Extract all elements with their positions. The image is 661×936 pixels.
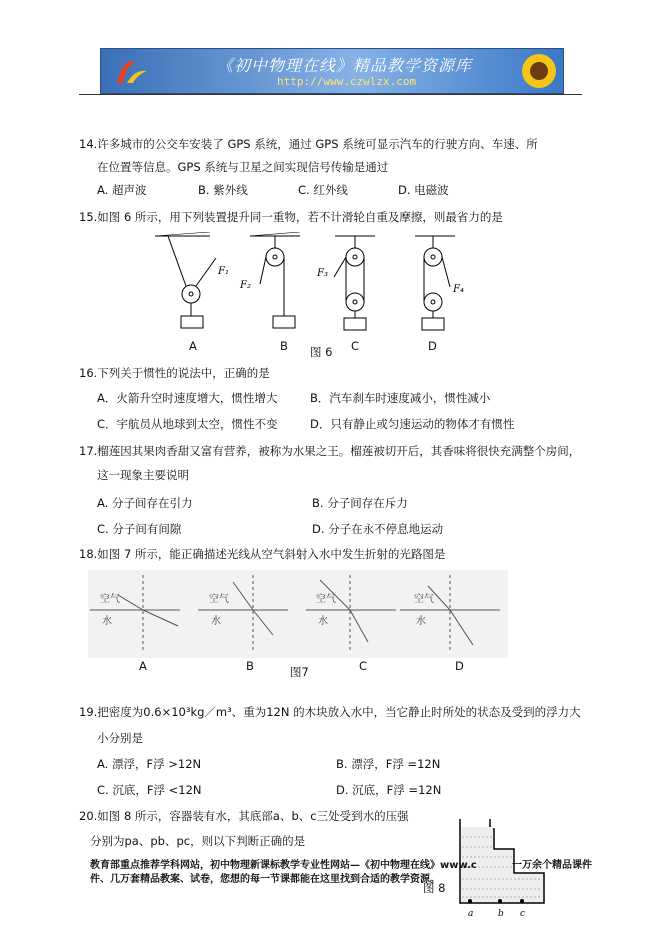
q19-stem-line2: 小分别是 xyxy=(97,731,143,745)
fig6-label-b: B xyxy=(280,339,288,353)
fig7a-air-label: 空气 xyxy=(100,594,120,605)
fig7-caption: 图7 xyxy=(290,665,309,679)
q20-stem-line1: 20.如图 8 所示，容器装有水，其底部a、b、c三处受到水的压强 xyxy=(79,809,409,823)
fig6-label-d: D xyxy=(428,339,437,353)
q14-option-c: C. 红外线 xyxy=(298,183,348,197)
q17-stem-line1: 17.榴莲因其果肉香甜又富有营养，被称为水果之王。榴莲被切开后，其香味将很快充满整个房间， xyxy=(79,444,581,458)
q19-option-a: A. 漂浮，F浮 >12N xyxy=(97,757,202,771)
q14-option-d: D. 电磁波 xyxy=(398,183,449,197)
logo-icon xyxy=(113,55,149,87)
fig7c-air-label: 空气 xyxy=(316,594,336,605)
footer-line1-right: 一万余个精品课件 xyxy=(512,860,592,871)
fig7c-water-label: 水 xyxy=(318,616,328,627)
figure-7-refraction xyxy=(88,570,508,658)
q16-stem: 16.下列关于惯性的说法中，正确的是 xyxy=(79,366,270,380)
fig7d-air-label: 空气 xyxy=(414,594,434,605)
header-url[interactable]: http://www.czwlzx.com xyxy=(277,75,417,88)
fig6-label-c: C xyxy=(351,339,360,353)
fig7-label-c: C xyxy=(359,659,368,673)
q14-stem-line2: 在位置等信息。GPS 系统与卫星之间实现信号传输是通过 xyxy=(97,160,389,174)
force-label-f1: F₁ xyxy=(218,266,229,277)
fig8-point-a: a xyxy=(468,909,474,919)
fig7-label-b: B xyxy=(246,659,254,673)
q20-stem-line2: 分别为pa、pb、pc，则以下判断正确的是 xyxy=(90,834,306,848)
q16-option-d: D．只有静止或匀速运动的物体才有惯性 xyxy=(310,417,515,431)
q14-stem-line1: 14.许多城市的公交车安装了 GPS 系统，通过 GPS 系统可显示汽车的行驶方向、车速、所 xyxy=(79,137,538,151)
q19-stem-line1: 19.把密度为0.6×10³kg／m³、重为12N 的木块放入水中，当它静止时所处的状态及受到的浮力大 xyxy=(79,705,581,719)
q16-option-b: B．汽车刹车时速度减小，惯性减小 xyxy=(310,391,491,405)
fig8-point-c: c xyxy=(520,909,526,919)
header-title: 《初中物理在线》精品教学资源库 xyxy=(217,56,473,75)
fig7a-water-label: 水 xyxy=(102,616,112,627)
fig8-caption: 图 8 xyxy=(423,881,446,895)
q14-option-a: A. 超声波 xyxy=(97,183,147,197)
q17-stem-line2: 这一现象主要说明 xyxy=(97,468,189,482)
q19-option-c: C. 沉底，F浮 <12N xyxy=(97,783,202,797)
q17-option-d: D. 分子在永不停息地运动 xyxy=(312,522,444,536)
q15-stem: 15.如图 6 所示，用下列装置提升同一重物，若不计滑轮自重及摩擦，则最省力的是 xyxy=(79,210,503,224)
fig6-label-a: A xyxy=(189,339,197,353)
footer-line2: 件、几万套精品教案、试卷，您想的每一节课都能在这里找到合适的教学资源。 xyxy=(90,874,440,885)
force-label-f3: F₃ xyxy=(317,268,328,279)
figure-6-pulleys xyxy=(150,232,480,344)
q17-option-b: B. 分子间存在斥力 xyxy=(312,496,408,510)
q16-option-a: A．火箭升空时速度增大，惯性增大 xyxy=(97,391,278,405)
q16-option-c: C．宇航员从地球到太空，惯性不变 xyxy=(97,417,278,431)
fig7-label-a: A xyxy=(139,659,147,673)
fig7b-water-label: 水 xyxy=(211,616,221,627)
q17-option-a: A. 分子间存在引力 xyxy=(97,496,193,510)
fig6-caption: 图 6 xyxy=(310,345,333,359)
fig7d-water-label: 水 xyxy=(416,616,426,627)
fig7b-air-label: 空气 xyxy=(209,594,229,605)
header-rule xyxy=(79,94,582,95)
fig7-label-d: D xyxy=(455,659,464,673)
footer-line1: 教育部重点推荐学科网站，初中物理新课标教学专业性网站—《初中物理在线》www.c xyxy=(90,860,477,871)
q14-option-b: B. 紫外线 xyxy=(198,183,248,197)
q19-option-d: D. 沉底，F浮 =12N xyxy=(336,783,442,797)
q18-stem: 18.如图 7 所示，能正确描述光线从空气斜射入水中发生折射的光路图是 xyxy=(79,547,446,561)
header-banner xyxy=(100,48,564,94)
sunflower-icon xyxy=(519,51,559,91)
fig8-point-b: b xyxy=(498,909,504,919)
force-label-f4: F₄ xyxy=(453,284,464,295)
q19-option-b: B. 漂浮，F浮 =12N xyxy=(336,757,441,771)
force-label-f2: F₂ xyxy=(240,280,251,291)
q17-option-c: C. 分子间有间隙 xyxy=(97,522,182,536)
